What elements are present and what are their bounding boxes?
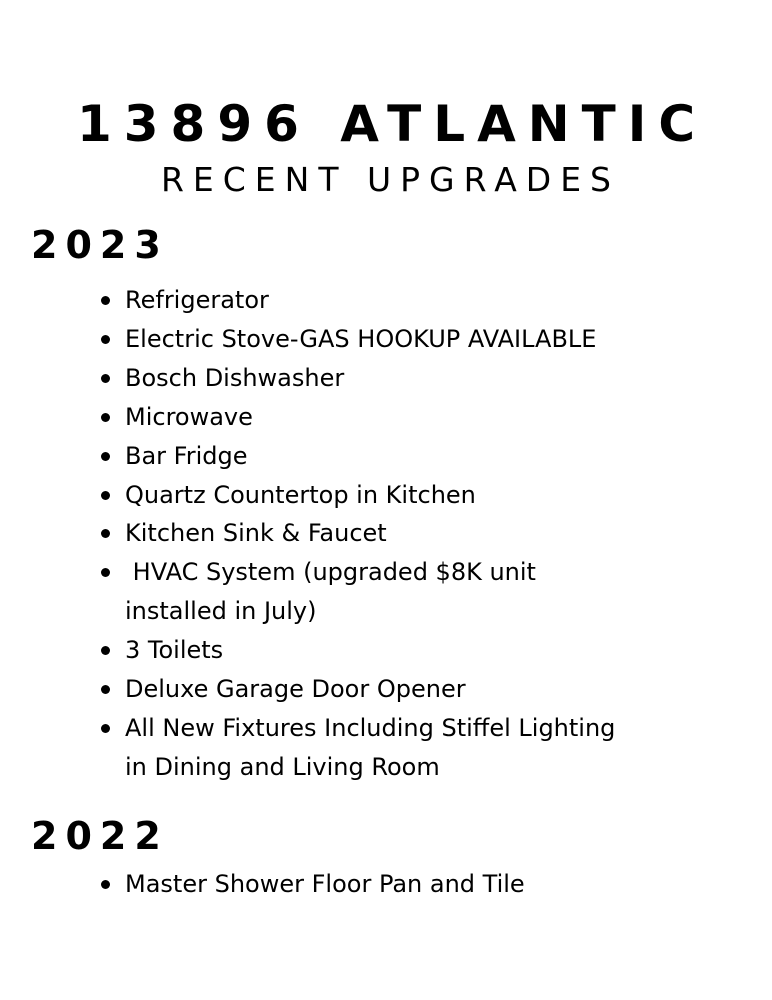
bullet-icon <box>101 374 110 383</box>
list-item-text: Bar Fridge <box>125 441 248 470</box>
list-item <box>0 631 700 670</box>
list-item-text: HVAC System (upgraded $8K unit installed in July) <box>125 558 536 626</box>
bullet-icon <box>101 296 110 305</box>
list-item <box>0 281 700 320</box>
list-item-text: Refrigerator <box>125 286 269 314</box>
page-subtitle: RECENT UPGRADES <box>160 160 620 199</box>
bullet-icon <box>101 646 110 655</box>
list-item-text: Deluxe Garage Door Opener <box>125 675 466 704</box>
bullet-icon <box>101 452 110 461</box>
list-item <box>0 709 700 787</box>
list-item-text: Quartz Countertop in Kitchen <box>125 480 476 509</box>
list-item-text: Kitchen Sink & Faucet <box>125 519 387 548</box>
list-item-text: All New Fixtures Including Stiffel Lighting in Dining and Living Room <box>125 713 616 781</box>
list-item <box>0 320 700 359</box>
list-item <box>0 865 700 904</box>
list-item <box>0 359 700 398</box>
list-item-text: Electric Stove-GAS HOOKUP AVAILABLE <box>125 324 597 353</box>
list-item-text: 3 Toilets <box>125 636 224 665</box>
page-title: 13896 ATLANTIC <box>76 95 708 153</box>
bullet-icon <box>101 529 110 538</box>
list-item-text: Bosch Dishwasher <box>125 363 345 392</box>
list-item-text: Microwave <box>125 402 253 431</box>
list-item-text: Master Shower Floor Pan and Tile <box>125 870 525 898</box>
list-item <box>0 670 700 709</box>
bullet-icon <box>101 568 110 577</box>
list-item <box>0 398 700 437</box>
upgrades-list-2023 <box>0 281 700 787</box>
list-item <box>0 553 700 631</box>
list-item <box>0 476 700 515</box>
bullet-icon <box>101 335 110 344</box>
bullet-icon <box>101 880 110 889</box>
bullet-icon <box>101 724 110 733</box>
list-item <box>0 437 700 476</box>
bullet-icon <box>101 685 110 694</box>
section-year-2022: 2022 <box>31 814 169 858</box>
section-year-2023: 2023 <box>31 223 169 267</box>
upgrades-list-2022 <box>0 865 700 904</box>
list-item <box>0 514 700 553</box>
bullet-icon <box>101 413 110 422</box>
bullet-icon <box>101 491 110 500</box>
